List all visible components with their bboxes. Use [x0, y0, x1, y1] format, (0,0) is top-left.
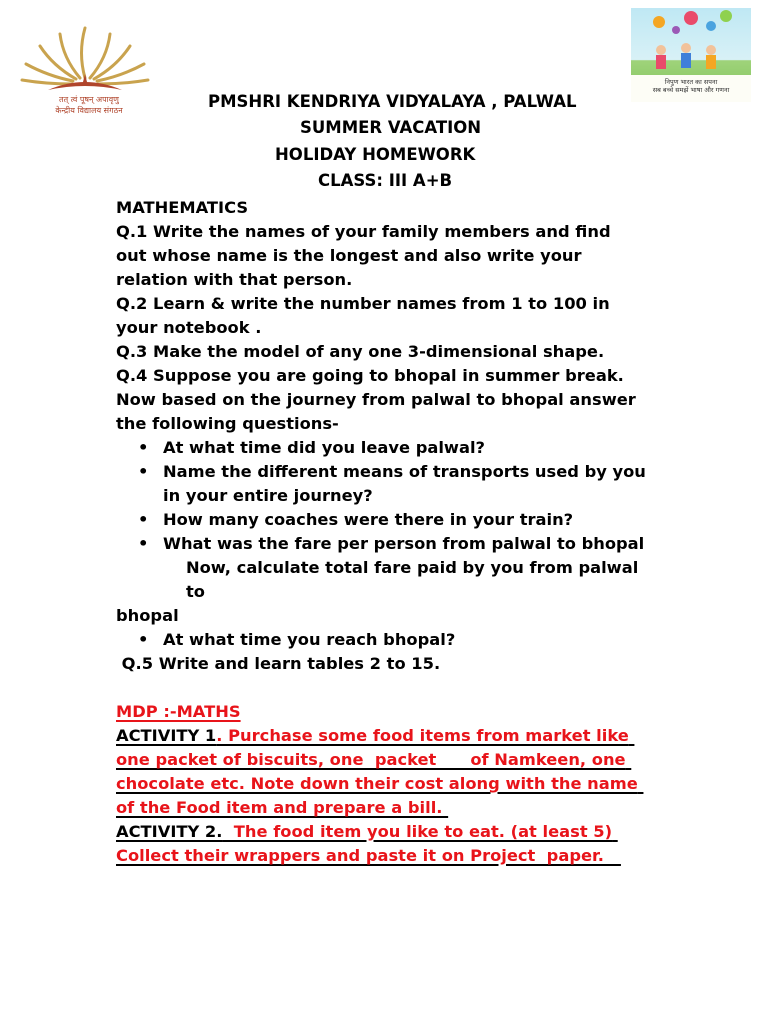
subject-heading: MATHEMATICS	[116, 198, 249, 217]
vacation-title: SUMMER VACATION	[300, 118, 482, 137]
list-item: • At what time did you leave palwal?	[116, 436, 646, 460]
emblem-motto: तत् त्वं पूषन् अपावृणु	[59, 95, 119, 104]
list-item: • At what time you reach bhopal?	[116, 628, 646, 652]
question-4-list-end	[116, 628, 646, 652]
question-4: Q.4 Suppose you are going to bhopal in summer break. Now based on the journey from palwal to bhopal answer the following questions-	[116, 366, 636, 433]
sun-rays-icon	[18, 18, 152, 98]
fare-instruction-cont: bhopal	[116, 606, 179, 625]
bullet-icon: •	[138, 438, 149, 457]
question-2: Q.2 Learn & write the number names from 1 to 100 in your notebook .	[116, 294, 610, 337]
activity-1-text: . Purchase some food items from market like one packet of biscuits, one packet of Namkeen, one chocolate etc. Note down their cost along with the name of the Food item and prepare a bill.	[116, 726, 644, 817]
list-item: • What was the fare per person from palwal to bhopal	[116, 532, 646, 556]
homework-content	[116, 196, 646, 868]
activity-2-text: The food item you like to eat. (at least 5) Collect their wrappers and paste it on Project paper.	[116, 822, 621, 865]
list-item: • Name the different means of transports used by you in your entire journey?	[138, 462, 646, 505]
bullet-icon: •	[138, 510, 149, 529]
activity-2-label: ACTIVITY 2.	[116, 822, 223, 841]
bullet-icon: •	[138, 630, 149, 649]
kvs-emblem-logo	[18, 18, 152, 122]
homework-title: HOLIDAY HOMEWORK	[275, 145, 476, 164]
class-label: CLASS: III A+B	[318, 171, 453, 190]
nipun-bharat-logo	[631, 8, 751, 102]
bullet-icon: •	[138, 462, 149, 481]
list-item: • How many coaches were there in your train?	[116, 508, 646, 532]
question-4-list	[116, 436, 646, 556]
question-1: Q.1 Write the names of your family members and find out whose name is the longest and also write your relation with that person.	[116, 222, 611, 289]
activity-1-label: ACTIVITY 1	[116, 726, 217, 745]
activity-1	[116, 724, 646, 820]
bullet-icon: •	[138, 534, 149, 553]
activity-2	[116, 820, 646, 868]
question-5: Q.5 Write and learn tables 2 to 15.	[116, 654, 441, 673]
children-balloons-icon	[631, 8, 751, 78]
school-name: PMSHRI KENDRIYA VIDYALAYA , PALWAL	[208, 92, 577, 111]
emblem-org-name: केन्द्रीय विद्यालय संगठन	[55, 106, 123, 115]
fare-instruction: Now, calculate total fare paid by you from palwal to	[186, 558, 639, 601]
question-3: Q.3 Make the model of any one 3-dimensional shape.	[116, 342, 605, 361]
banner-line-1: निपुण भारत का सपना	[664, 78, 718, 86]
banner-line-2: सब बच्चे समझें भाषा और गणना	[652, 86, 730, 94]
mdp-title: MDP :-MATHS	[116, 702, 241, 721]
